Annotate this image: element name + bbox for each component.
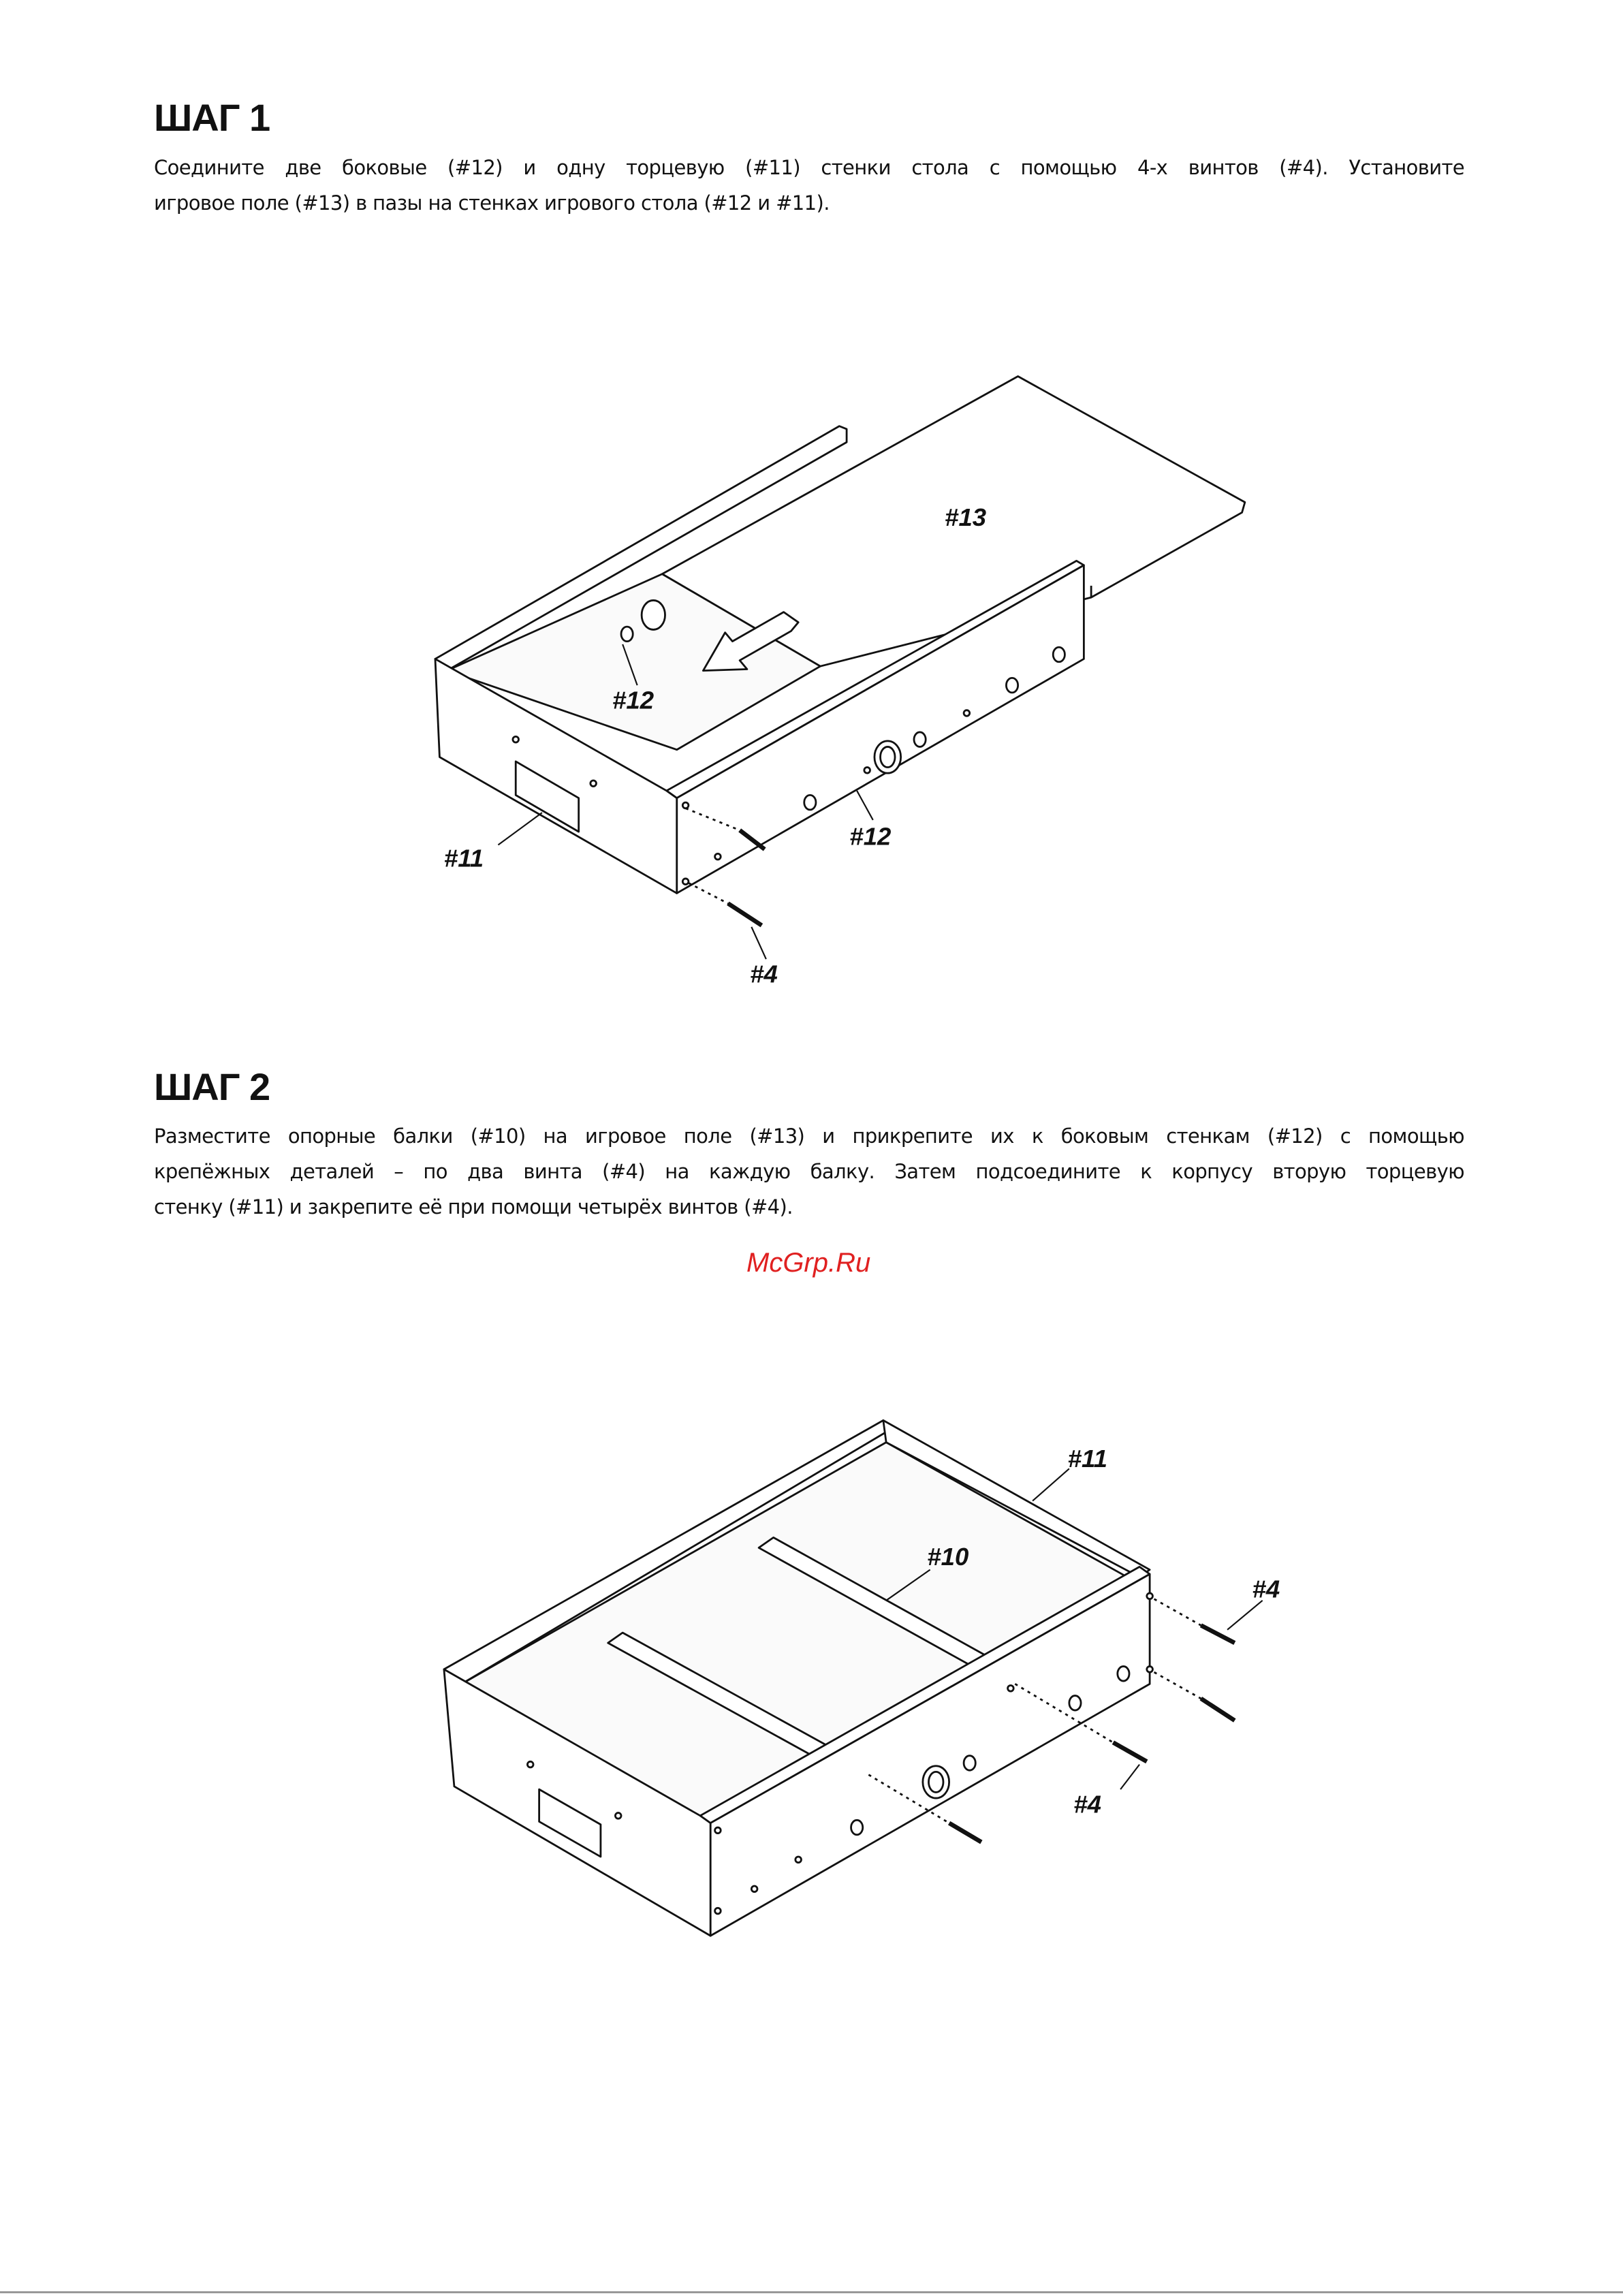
label-11: #11 xyxy=(443,844,484,872)
step2-text-line: стенку (#11) и закрепите её при помощи четырёх винтов (#4). xyxy=(154,1195,793,1218)
step2-text-line: Разместите опорные балки (#10) на игровое поле (#13) и прикрепите их к боковым стенкам (#12) с помощью xyxy=(154,1125,1464,1148)
step1-heading: ШАГ 1 xyxy=(154,96,270,139)
step2-text-line: крепёжных деталей – по два винта (#4) на каждую балку. Затем подсоедините к корпусу вторую торцевую xyxy=(154,1160,1464,1183)
label-10: #10 xyxy=(927,1543,969,1571)
label-12-inner: #12 xyxy=(612,686,655,714)
step1-text-line: игровое поле (#13) в пазы на стенках игрового стола (#12 и #11). xyxy=(154,191,830,215)
step1-diagram xyxy=(435,377,1245,988)
label-13: #13 xyxy=(945,503,987,531)
step1-text-line: Соедините две боковые (#12) и одну торцевую (#11) стенки стола с помощью 4-х винтов (#4). Установите xyxy=(154,156,1464,179)
label-11: #11 xyxy=(1067,1445,1107,1473)
label-4-bottom: #4 xyxy=(1073,1790,1101,1819)
page-bottom-divider xyxy=(0,2291,1623,2293)
label-4: #4 xyxy=(750,960,778,988)
label-4-top: #4 xyxy=(1252,1575,1280,1603)
step2-heading: ШАГ 2 xyxy=(154,1065,270,1108)
step2-diagram xyxy=(444,1420,1280,1936)
watermark: McGrp.Ru xyxy=(746,1248,871,1278)
label-12-outer: #12 xyxy=(849,822,892,851)
